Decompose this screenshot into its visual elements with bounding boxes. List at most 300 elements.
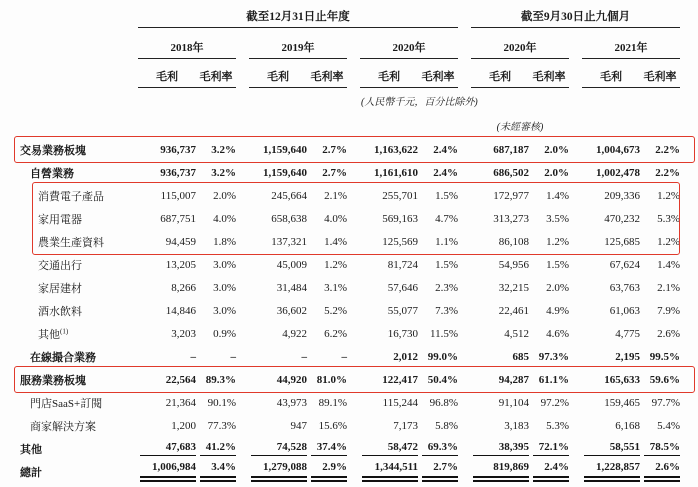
gross-margin-value-cell [529,207,569,230]
gross-margin-value-cell [307,161,347,184]
cell-value: 22,564 [165,373,196,386]
gross-profit-value-cell [471,391,529,414]
gross-margin-value-cell [307,184,347,207]
group-gap [236,460,249,483]
cell-value: 37.4% [311,441,347,456]
cell-value: 1.5% [435,189,458,202]
gross-margin-value-cell [529,161,569,184]
group-gap [569,391,582,414]
row-label: 家居建材 [38,282,82,295]
gross-profit-value-cell [471,253,529,276]
row-label-cell [18,299,138,322]
group-gap [458,184,471,207]
cell-value: 172,977 [493,189,529,202]
group-gap [347,230,360,253]
group-gap [347,276,360,299]
table-row [18,368,680,391]
cell-value: 59.6% [649,373,681,386]
cell-value: 1.5% [435,258,458,271]
cell-value: 90.1% [207,396,236,409]
gross-profit-value-cell [138,368,196,391]
row-label-cell [18,345,138,368]
group-gap [236,230,249,253]
group-gap [458,230,471,253]
cell-value: 5.2% [324,304,347,317]
cell-value: 13,205 [165,258,196,271]
gross-margin-value-cell [418,138,458,161]
measure-header-row [18,59,680,88]
group-gap [569,276,582,299]
gross-profit-value-cell [249,391,307,414]
table-row [18,161,680,184]
cell-value: 15.6% [318,419,347,432]
group-gap [236,253,249,276]
cell-value: 1.4% [657,258,681,271]
cell-value: 1,344,511 [362,461,418,482]
table-row [18,276,680,299]
gross-margin-value-cell [418,368,458,391]
cell-value: 686,502 [493,166,529,179]
row-label-cell [18,437,138,460]
group-gap [458,345,471,368]
gross-profit-value-cell [582,276,640,299]
row-label: 其他 [20,443,42,456]
cell-value: 1,279,088 [251,461,307,482]
group-gap [347,138,360,161]
gross-margin-value-cell [196,230,236,253]
table-row [18,460,680,483]
gross-margin-value-cell [196,299,236,322]
gross-margin-value-cell [196,276,236,299]
gross-profit-column-header: 毛利 [471,59,529,88]
gross-profit-value-cell [471,184,529,207]
group-gap [458,161,471,184]
group-gap [569,59,582,88]
gross-profit-value-cell [582,299,640,322]
cell-value: 115,244 [382,396,418,409]
cell-value: 1.1% [435,235,458,248]
gross-margin-value-cell [307,207,347,230]
table-row [18,138,680,161]
row-label: 總計 [20,466,42,479]
cell-value: 2.1% [324,189,347,202]
gross-margin-value-cell [196,322,236,345]
cell-value: 72.1% [533,441,569,456]
gross-profit-value-cell [582,414,640,437]
gross-margin-value-cell [418,299,458,322]
gross-profit-value-cell [360,184,418,207]
group-gap [569,299,582,322]
gross-profit-column-header: 毛利 [249,59,307,88]
gross-profit-value-cell [582,437,640,460]
group-gap [458,59,471,88]
cell-value: 3.0% [213,281,236,294]
gross-margin-value-cell [418,253,458,276]
gross-margin-value-cell [640,184,680,207]
table-row [18,299,680,322]
gross-margin-value-cell [196,253,236,276]
cell-value: 6.2% [324,327,347,340]
row-label-cell [18,138,138,161]
gross-margin-value-cell [418,345,458,368]
gross-profit-value-cell [249,230,307,253]
gross-margin-value-cell [640,322,680,345]
gross-profit-value-cell [582,253,640,276]
gross-profit-value-cell [138,345,196,368]
table-body [18,138,680,483]
gross-margin-value-cell [196,345,236,368]
label-column-spacer [18,28,138,59]
table-row [18,230,680,253]
cell-value: 2.0% [546,281,569,294]
gross-profit-value-cell [471,161,529,184]
cell-value: – [341,350,347,363]
row-label-cell [18,253,138,276]
year-header-2018: 2018年 [138,28,236,59]
cell-value: 137,321 [271,235,307,248]
gross-profit-column-header: 毛利 [360,59,418,88]
cell-value: 57,646 [387,281,418,294]
gross-profit-value-cell [249,207,307,230]
gross-profit-value-cell [471,414,529,437]
gross-margin-value-cell [307,138,347,161]
cell-value: 32,215 [498,281,529,294]
cell-value: 5.8% [435,419,458,432]
gross-profit-value-cell [249,276,307,299]
cell-value: 1.2% [324,258,347,271]
cell-value: 78.5% [644,441,680,456]
cell-value: 50.4% [427,373,458,386]
group-gap [236,276,249,299]
row-label: 消費電子產品 [38,190,104,203]
cell-value: 4.0% [324,212,347,225]
group-gap [458,138,471,161]
cell-value: 67,624 [609,258,640,271]
group-gap [236,368,249,391]
group-gap [347,368,360,391]
cell-value: 77.3% [207,419,236,432]
cell-value: 54,956 [498,258,529,271]
gross-profit-value-cell [582,230,640,253]
gross-profit-column-header: 毛利 [582,59,640,88]
cell-value: 2.2% [655,143,681,156]
row-label-cell [18,230,138,253]
gross-profit-value-cell [360,414,418,437]
cell-value: 38,395 [473,441,529,456]
group-gap [347,207,360,230]
cell-value: 44,920 [276,373,307,386]
annual-period-header: 截至12月31日止年度 [138,0,458,28]
group-gap [347,460,360,483]
row-label: 自營業務 [30,167,74,180]
gross-profit-value-cell [138,299,196,322]
cell-value: 1.4% [324,235,347,248]
group-gap [569,345,582,368]
gross-margin-value-cell [529,253,569,276]
gross-margin-column-header: 毛利率 [196,59,236,88]
gross-margin-value-cell [529,184,569,207]
gross-margin-value-cell [307,253,347,276]
cell-value: 4,775 [615,327,640,340]
cell-value: 81.0% [316,373,347,386]
gross-profit-value-cell [471,230,529,253]
gross-profit-value-cell [138,460,196,483]
group-gap [569,28,582,59]
gross-profit-value-cell [138,230,196,253]
year-header-2020: 2020年 [360,28,458,59]
gross-margin-value-cell [640,345,680,368]
year-header-2021-interim: 2021年 [582,28,680,59]
cell-value: 255,701 [382,189,418,202]
gross-profit-value-cell [471,460,529,483]
gross-profit-value-cell [249,299,307,322]
table-row [18,414,680,437]
cell-value: 569,163 [382,212,418,225]
cell-value: 159,465 [604,396,640,409]
group-gap [569,322,582,345]
cell-value: 4.7% [435,212,458,225]
gross-profit-value-cell [360,276,418,299]
cell-value: 3.0% [213,258,236,271]
gross-profit-value-cell [360,230,418,253]
gross-margin-value-cell [640,414,680,437]
group-gap [236,437,249,460]
cell-value: 0.9% [213,327,236,340]
group-gap [458,207,471,230]
group-gap [458,391,471,414]
gross-profit-value-cell [471,437,529,460]
cell-value: 4,512 [504,327,529,340]
cell-value: 1,002,478 [596,166,640,179]
cell-value: 89.1% [318,396,347,409]
gross-profit-value-cell [138,437,196,460]
cell-value: 4.6% [546,327,569,340]
row-label: 酒水飲料 [38,305,82,318]
group-gap [236,59,249,88]
gross-profit-value-cell [249,368,307,391]
cell-value: 31,484 [276,281,307,294]
cell-value: 936,737 [160,166,196,179]
gross-margin-value-cell [640,230,680,253]
gross-profit-value-cell [138,207,196,230]
gross-profit-value-cell [249,253,307,276]
table-row [18,391,680,414]
group-gap [236,391,249,414]
group-gap [458,28,471,59]
cell-value: 94,287 [498,373,529,386]
cell-value: 685 [512,350,529,363]
gross-profit-value-cell [249,345,307,368]
group-gap [347,437,360,460]
gross-margin-value-cell [196,414,236,437]
gross-profit-value-cell [138,391,196,414]
row-label-cell [18,184,138,207]
gross-margin-column-header: 毛利率 [307,59,347,88]
gross-margin-value-cell [418,184,458,207]
gross-profit-value-cell [582,207,640,230]
gross-profit-value-cell [471,299,529,322]
gross-margin-value-cell [529,138,569,161]
gross-profit-value-cell [582,184,640,207]
gross-margin-value-cell [307,414,347,437]
group-gap [236,299,249,322]
gross-profit-value-cell [360,345,418,368]
gross-profit-value-cell [360,460,418,483]
group-gap [458,368,471,391]
cell-value: 2.1% [657,281,681,294]
group-gap [347,345,360,368]
cell-value: 55,077 [387,304,418,317]
group-gap [236,161,249,184]
cell-value: 22,461 [498,304,529,317]
cell-value: 1.2% [657,235,681,248]
group-gap [569,253,582,276]
group-gap [458,322,471,345]
cell-value: 61.1% [538,373,569,386]
cell-value: 2.0% [213,189,236,202]
gross-margin-value-cell [418,414,458,437]
gross-margin-value-cell [640,253,680,276]
gross-profit-value-cell [360,437,418,460]
unaudited-note-row [18,112,680,138]
row-label: 其他 [38,328,60,341]
row-label-cell [18,460,138,483]
group-gap [347,184,360,207]
group-gap [347,253,360,276]
cell-value: 21,364 [165,396,196,409]
gross-margin-value-cell [640,207,680,230]
cell-value: 3.5% [546,212,569,225]
group-gap [458,414,471,437]
cell-value: 36,602 [276,304,307,317]
cell-value: 1.2% [546,235,569,248]
cell-value: 819,869 [473,461,529,482]
row-label: 家用電器 [38,213,82,226]
cell-value: 2.9% [311,461,347,482]
unaudited-note: (未經審核) [496,121,544,133]
cell-value: 58,472 [362,441,418,456]
gross-margin-value-cell [418,391,458,414]
gross-profit-value-cell [582,138,640,161]
gross-margin-value-cell [640,138,680,161]
gross-profit-value-cell [360,161,418,184]
row-label: 交通出行 [38,259,82,272]
gross-profit-value-cell [138,138,196,161]
cell-value: 45,009 [276,258,307,271]
gross-margin-value-cell [307,276,347,299]
cell-value: – [230,350,236,363]
gross-margin-value-cell [196,138,236,161]
gross-profit-value-cell [471,207,529,230]
cell-value: – [301,350,307,363]
cell-value: 2.4% [533,461,569,482]
gross-profit-value-cell [138,276,196,299]
gross-profit-value-cell [249,322,307,345]
group-gap [458,0,471,28]
cell-value: 2.6% [657,327,681,340]
row-label-cell [18,391,138,414]
group-gap [347,299,360,322]
cell-value: 3.2% [211,166,236,179]
gross-margin-value-cell [307,437,347,460]
gross-margin-value-cell [196,161,236,184]
group-gap [569,368,582,391]
group-gap [347,391,360,414]
cell-value: 3.2% [211,143,236,156]
group-gap [458,437,471,460]
cell-value: 7,173 [393,419,418,432]
gross-profit-value-cell [360,138,418,161]
gross-margin-value-cell [196,207,236,230]
cell-value: 97.7% [651,396,681,409]
cell-value: 43,973 [276,396,307,409]
row-label-cell [18,276,138,299]
cell-value: 8,266 [171,281,196,294]
cell-value: 2.4% [433,143,458,156]
cell-value: 4.0% [213,212,236,225]
gross-profit-value-cell [471,345,529,368]
gross-margin-value-cell [529,391,569,414]
cell-value: 81,724 [387,258,418,271]
group-gap [458,460,471,483]
gross-margin-value-cell [307,391,347,414]
gross-profit-value-cell [471,276,529,299]
cell-value: 1.5% [546,258,569,271]
cell-value: 165,633 [604,373,640,386]
cell-value: 3,183 [504,419,529,432]
cell-value: 2.4% [433,166,458,179]
gross-margin-value-cell [418,207,458,230]
gross-margin-column-header: 毛利率 [529,59,569,88]
cell-value: 1,163,622 [374,143,418,156]
gross-profit-value-cell [582,368,640,391]
gross-profit-value-cell [582,460,640,483]
cell-value: 2,012 [393,350,418,363]
group-gap [347,28,360,59]
gross-profit-value-cell [582,161,640,184]
cell-value: 209,336 [604,189,640,202]
group-gap [569,161,582,184]
cell-value: 2.7% [322,166,347,179]
cell-value: 47,683 [140,441,196,456]
gross-profit-value-cell [582,391,640,414]
cell-value: 2.0% [544,143,569,156]
group-gap [569,207,582,230]
currency-unit-note: (人民幣千元，百分比除外) [361,96,478,108]
group-gap [236,345,249,368]
cell-value: 14,846 [165,304,196,317]
group-gap [236,322,249,345]
period-group-row [18,0,680,28]
row-label: 商家解決方案 [30,420,96,433]
cell-value: 63,763 [609,281,640,294]
cell-value: – [190,350,196,363]
cell-value: 5.4% [657,419,681,432]
gross-margin-value-cell [196,391,236,414]
table-row [18,322,680,345]
gross-margin-value-cell [529,230,569,253]
cell-value: 2.7% [322,143,347,156]
cell-value: 74,528 [251,441,307,456]
gross-margin-value-cell [307,368,347,391]
gross-profit-value-cell [360,299,418,322]
year-header-2020-interim: 2020年 [471,28,569,59]
cell-value: 687,751 [160,212,196,225]
cell-value: 115,007 [160,189,196,202]
cell-value: 245,664 [271,189,307,202]
gross-margin-value-cell [418,437,458,460]
gross-margin-column-header: 毛利率 [640,59,680,88]
